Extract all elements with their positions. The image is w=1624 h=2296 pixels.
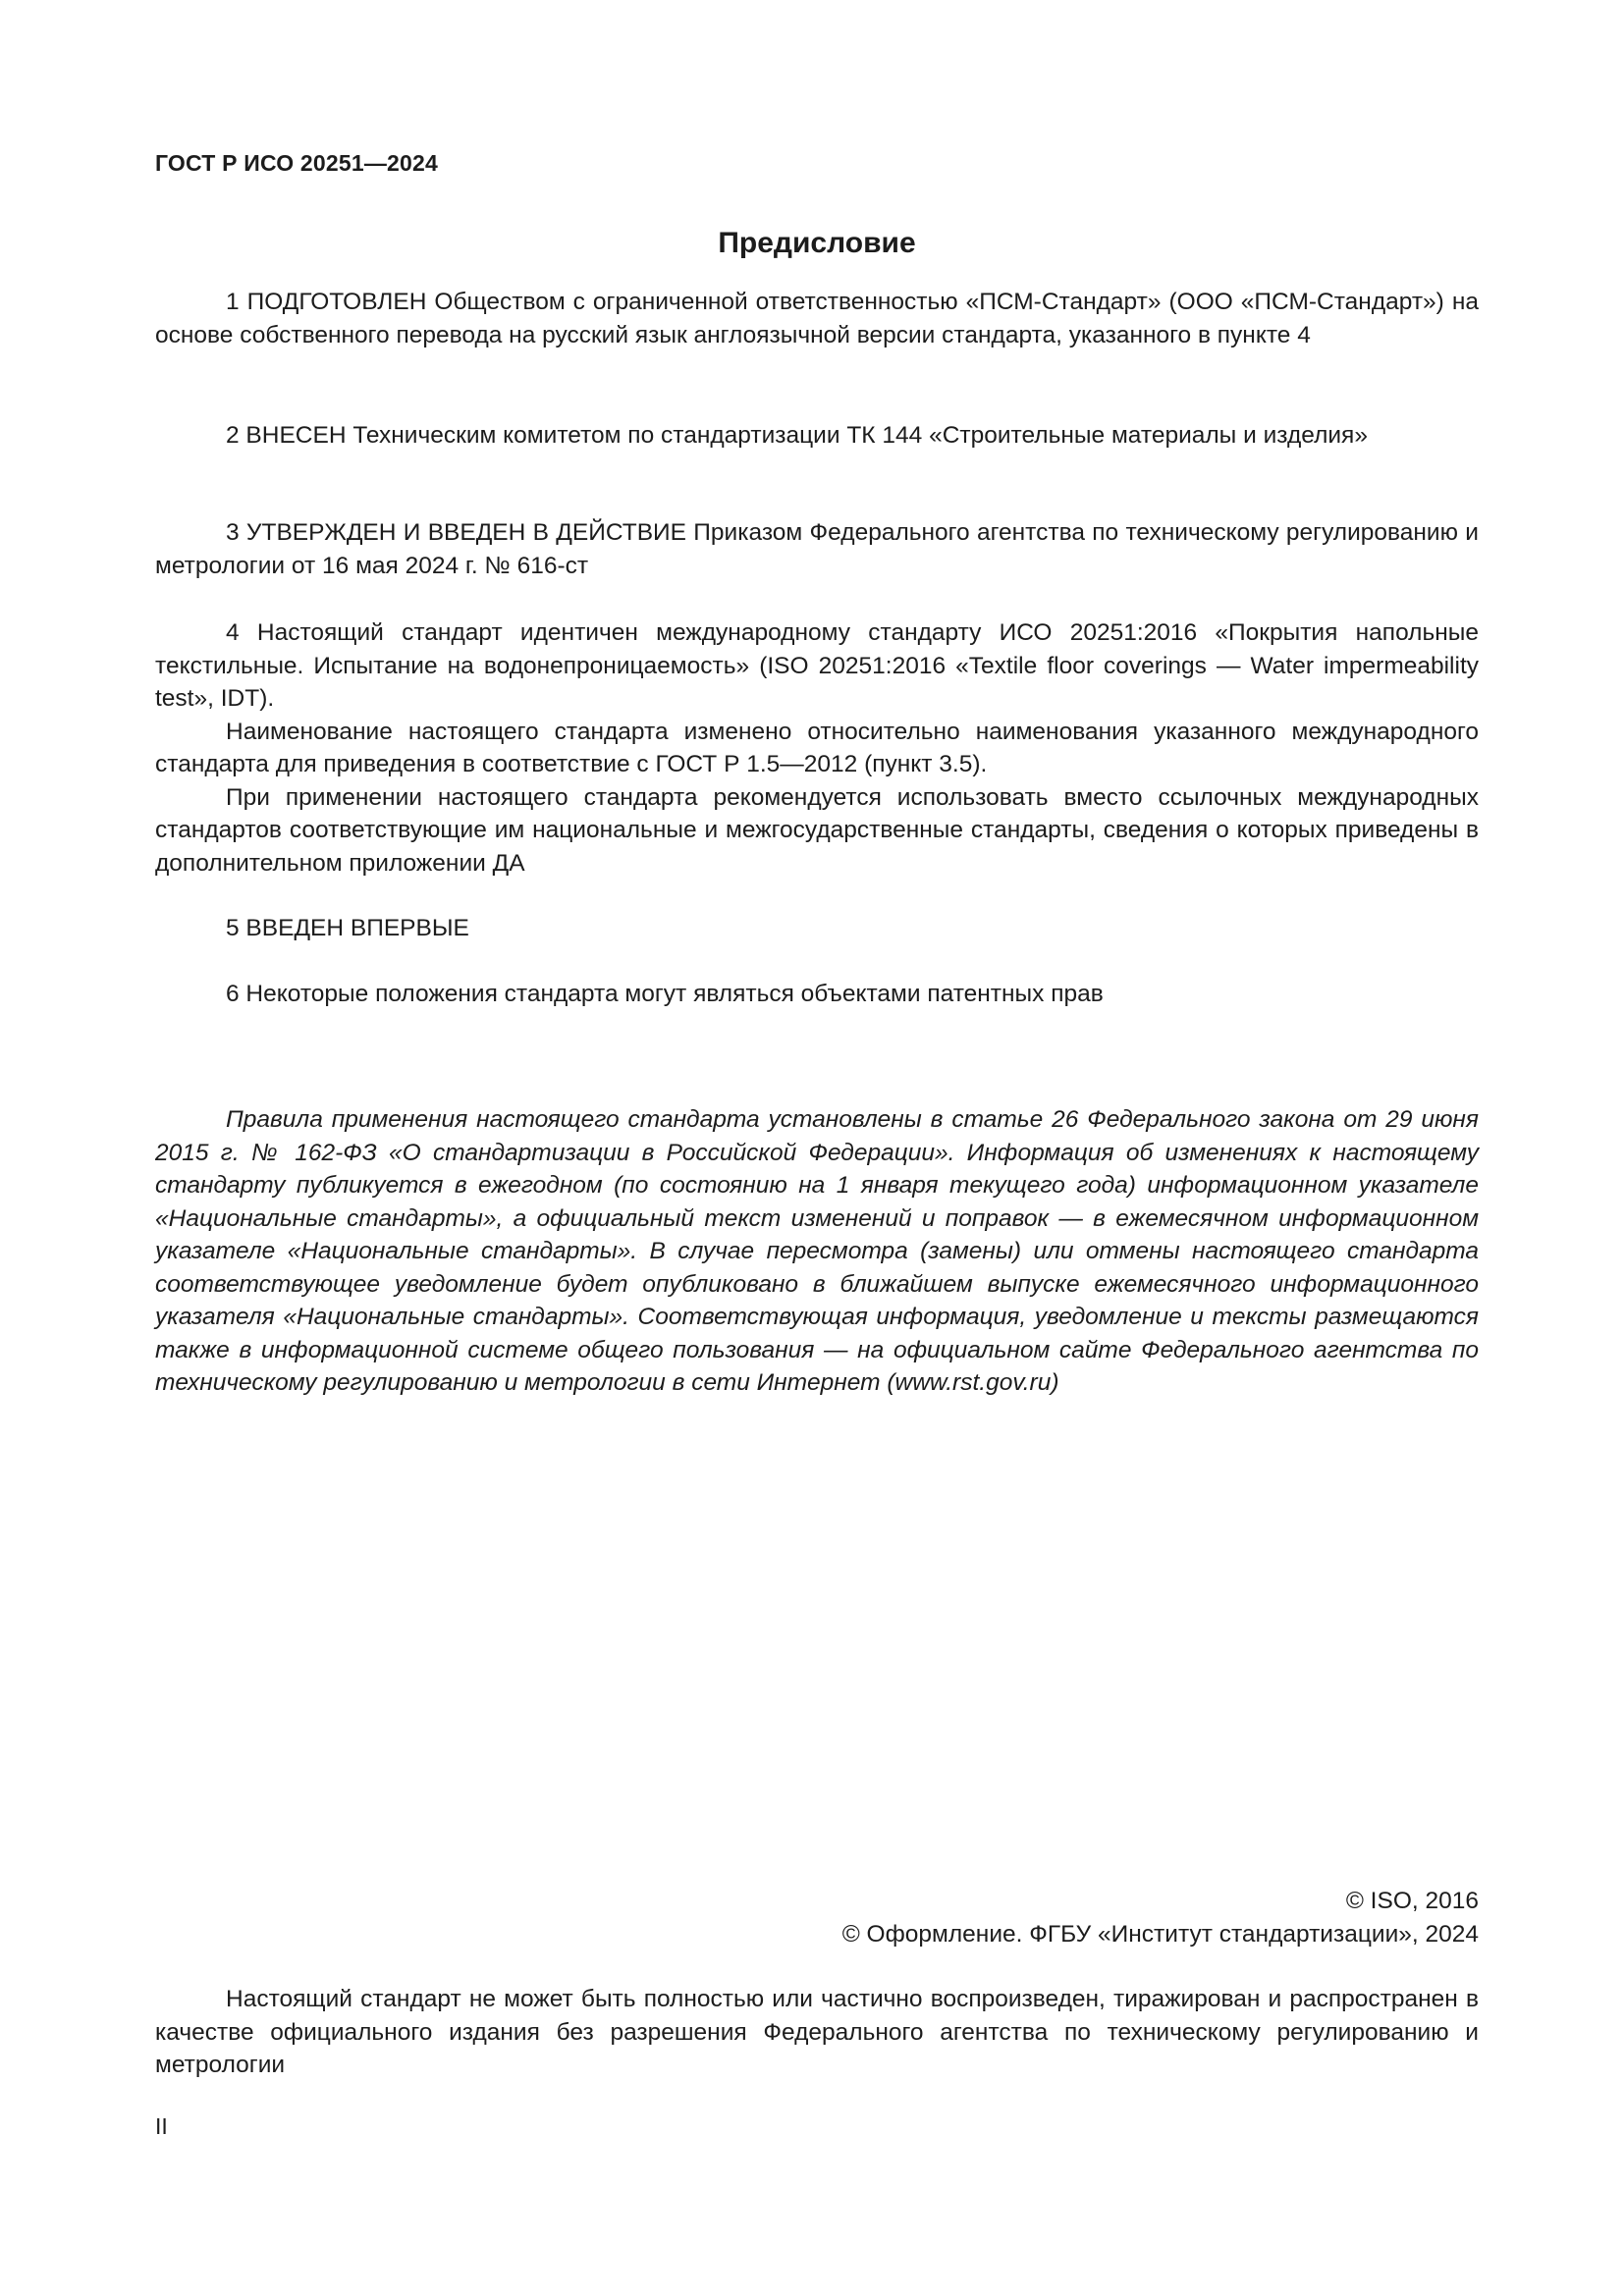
application-rules-notice [155, 1103, 1479, 1400]
foreword-item-1 [155, 286, 1479, 351]
foreword-item-4-text: 4 Настоящий стандарт идентичен международному стандарту ИСО 20251:2016 «Покрытия напольные текстильные. Испытание на водонепроницаемость» (ISO 20251:2016 «Textile floor coverings — Water impermeability test», IDT). [155, 619, 1479, 712]
foreword-item-4 [155, 616, 1479, 880]
reproduction-notice-text: Настоящий стандарт не может быть полностью или частично воспроизведен, тиражирован и распространен в качестве официального издания без разрешения Федерального агентства по техническому регулированию и метрологии [155, 1986, 1479, 2078]
foreword-item-5-text: 5 ВВЕДЕН ВПЕРВЫЕ [226, 915, 469, 941]
foreword-item-3-text: 3 УТВЕРЖДЕН И ВВЕДЕН В ДЕЙСТВИЕ Приказом Федерального агентства по техническому регулированию и метрологии от 16 мая 2024 г. № 616-ст [155, 519, 1479, 579]
foreword-item-5 [155, 912, 1479, 945]
foreword-item-3 [155, 516, 1479, 582]
copyright-block [842, 1885, 1479, 1950]
foreword-item-6-text: 6 Некоторые положения стандарта могут являться объектами патентных прав [226, 981, 1104, 1007]
foreword-item-2-text: 2 ВНЕСЕН Техническим комитетом по стандартизации ТК 144 «Строительные материалы и изделия» [226, 422, 1368, 449]
copyright-institute: © Оформление. ФГБУ «Институт стандартизации», 2024 [841, 1920, 1479, 1948]
page-title: Предисловие [718, 227, 916, 259]
reproduction-notice [155, 1983, 1479, 2082]
standard-code: ГОСТ Р ИСО 20251—2024 [155, 150, 439, 176]
foreword-item-1-text: 1 ПОДГОТОВЛЕН Обществом с ограниченной ответственностью «ПСМ-Стандарт» (ООО «ПСМ-Стандарт») на основе собственного перевода на русский язык англоязычной версии стандарта, указанного в пункте 4 [155, 289, 1479, 348]
foreword-item-4-title-note: Наименование настоящего стандарта изменено относительно наименования указанного международного стандарта для приведения в соответствие с ГОСТ Р 1.5—2012 (пункт 3.5). [155, 718, 1479, 777]
application-rules-text: Правила применения настоящего стандарта установлены в статье 26 Федерального закона от 29 июня 2015 г. № 162-ФЗ «О стандартизации в Российской Федерации». Информация об изменениях к настоящему стандарту публикуется в ежегодном (по состоянию на 1 января текущего года) информационном указателе «Национальные стандарты», а официальный текст изменений и поправок — в ежемесячном информационном указателе «Национальные стандарты». В случае пересмотра (замены) или отмены настоящего стандарта соответствующее уведомление будет опубликовано в ближайшем выпуске ежемесячного информационного указателя «Национальные стандарты». Соответствующая информация, уведомление и тексты размещаются также в информационной системе общего пользования — на официальном сайте Федерального агентства по техническому регулированию и метрологии в сети Интернет (www.rst.gov.ru) [155, 1106, 1479, 1396]
foreword-item-6 [155, 978, 1479, 1011]
copyright-iso: © ISO, 2016 [1345, 1888, 1479, 1914]
foreword-item-2 [155, 419, 1479, 453]
foreword-item-4-reference-note: При применении настоящего стандарта рекомендуется использовать вместо ссылочных международных стандартов соответствующие им национальные и межгосударственные стандарты, сведения о которых приведены в дополнительном приложении ДА [155, 783, 1479, 877]
page-number: II [155, 2113, 168, 2139]
